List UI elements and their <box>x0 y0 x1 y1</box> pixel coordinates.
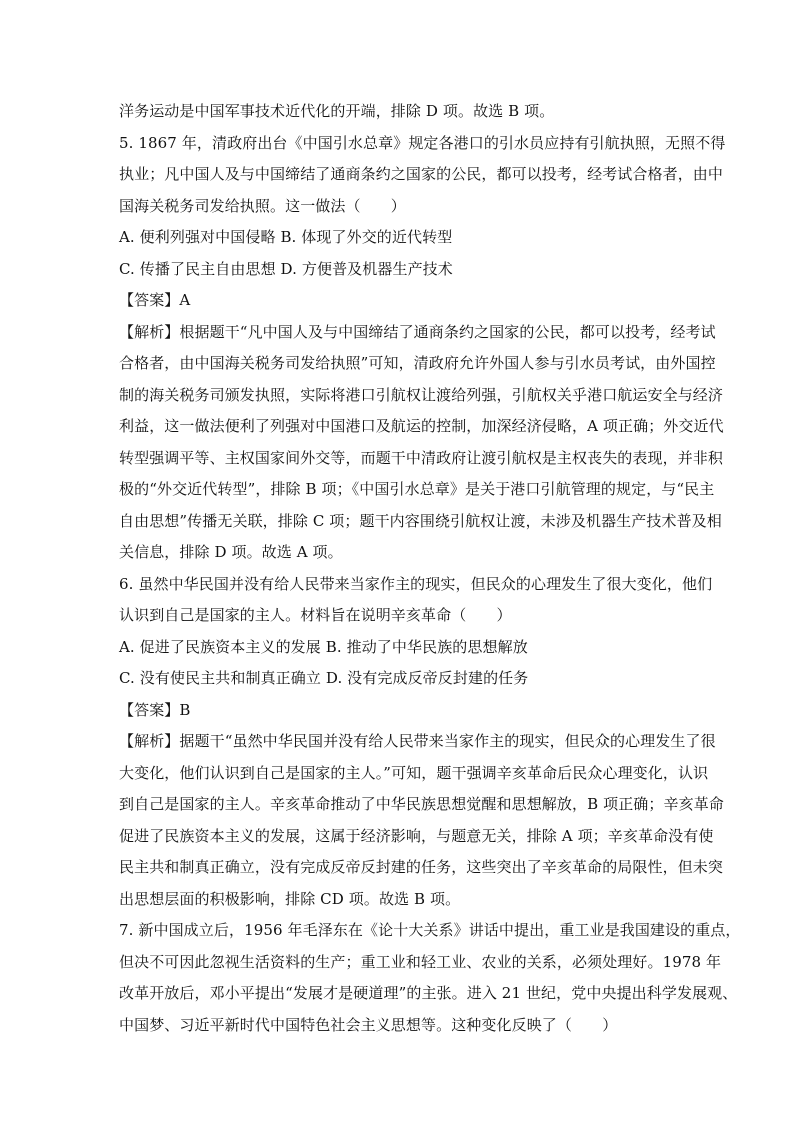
text-line: 自由思想”传播无关联，排除 C 项；题干内容围绕引航权让渡，未涉及机器生产技术普及相 <box>119 511 722 530</box>
document-page <box>119 96 741 1041</box>
text-line: 中国梦、习近平新时代中国特色社会主义思想等。这种变化反映了（ ） <box>119 1015 618 1034</box>
question-5-stem: 5. 1867 年，清政府出台《中国引水总章》规定各港口的引水员应持有引航执照，无照不得 <box>119 133 726 152</box>
question-6-analysis: 【解析】据题干“虽然中华民国并没有给人民带来当家作主的现实，但民众的心理发生了很 <box>119 732 716 750</box>
text-line: 到自己是国家的主人。辛亥革命推动了中华民族思想觉醒和思想解放，B 项正确；辛亥革命 <box>119 795 724 813</box>
text-line: 合格者，由中国海关税务司发给执照”可知，清政府允许外国人参与引水员考试，由外国控 <box>119 354 716 372</box>
text-line: 洋务运动是中国军事技术近代化的开端，排除 D 项。故选 B 项。 <box>119 102 555 120</box>
text-line: 出思想层面的积极影响，排除 CD 项。故选 B 项。 <box>119 889 461 908</box>
question-5-answer: 【答案】A <box>119 291 191 309</box>
text-line: 促进了民族资本主义的发展，这属于经济影响，与题意无关，排除 A 项；辛亥革命没有使 <box>119 826 714 845</box>
text-line: 关信息，排除 D 项。故选 A 项。 <box>119 543 343 561</box>
text-line: 执业；凡中国人及与中国缔结了通商条约之国家的公民，都可以投考，经考试合格者，由中 <box>119 165 724 183</box>
question-5-analysis: 【解析】根据题干“凡中国人及与中国缔结了通商条约之国家的公民，都可以投考，经考试 <box>119 322 716 341</box>
text-line: 利益，这一做法便利了列强对中国港口及航运的控制，加深经济侵略，A 项正确；外交近代 <box>119 417 724 435</box>
text-line: 认识到自己是国家的主人。材料旨在说明辛亥革命（ ） <box>119 606 512 624</box>
text-line: 民主共和制真正确立，没有完成反帝反封建的任务，这些突出了辛亥革命的局限性，但未突 <box>119 858 724 876</box>
question-6-options-ab: A. 促进了民族资本主义的发展 B. 推动了中华民族的思想解放 <box>119 637 528 656</box>
question-6-answer: 【答案】B <box>119 700 191 719</box>
text-line: 国海关税务司发给执照。这一做法（ ） <box>119 196 406 215</box>
text-line: 但决不可因此忽视生活资料的生产；重工业和轻工业、农业的关系，必须处理好。1978 年 <box>119 952 722 971</box>
text-line: 改革开放后，邓小平提出“发展才是硬道理”的主张。进入 21 世纪，党中央提出科学发展观、 <box>119 984 738 1002</box>
text-line: 极的“外交近代转型”，排除 B 项；《中国引水总章》是关于港口引航管理的规定，与“民主 <box>119 480 715 498</box>
text-line: 制的海关税务司颁发执照，实际将港口引航权让渡给列强，引航权关乎港口航运安全与经济 <box>119 385 724 404</box>
question-5-options-cd: C. 传播了民主自由思想 D. 方便普及机器生产技术 <box>119 259 453 278</box>
question-6-options-cd: C. 没有使民主共和制真正确立 D. 没有完成反帝反封建的任务 <box>119 669 529 687</box>
question-7-stem: 7. 新中国成立后，1956 年毛泽东在《论十大关系》讲话中提出，重工业是我国建设的重点， <box>119 921 741 939</box>
question-6-stem: 6. 虽然中华民国并没有给人民带来当家作主的现实，但民众的心理发生了很大变化，他们 <box>119 574 713 593</box>
text-line: 转型强调平等、主权国家间外交等，而题干中清政府让渡引航权是主权丧失的表现，并非积 <box>119 448 724 467</box>
question-5-options-ab: A. 便利列强对中国侵略 B. 体现了外交的近代转型 <box>119 228 453 246</box>
text-line: 大变化，他们认识到自己是国家的主人。”可知，题干强调辛亥革命后民众心理变化，认识 <box>119 763 709 782</box>
